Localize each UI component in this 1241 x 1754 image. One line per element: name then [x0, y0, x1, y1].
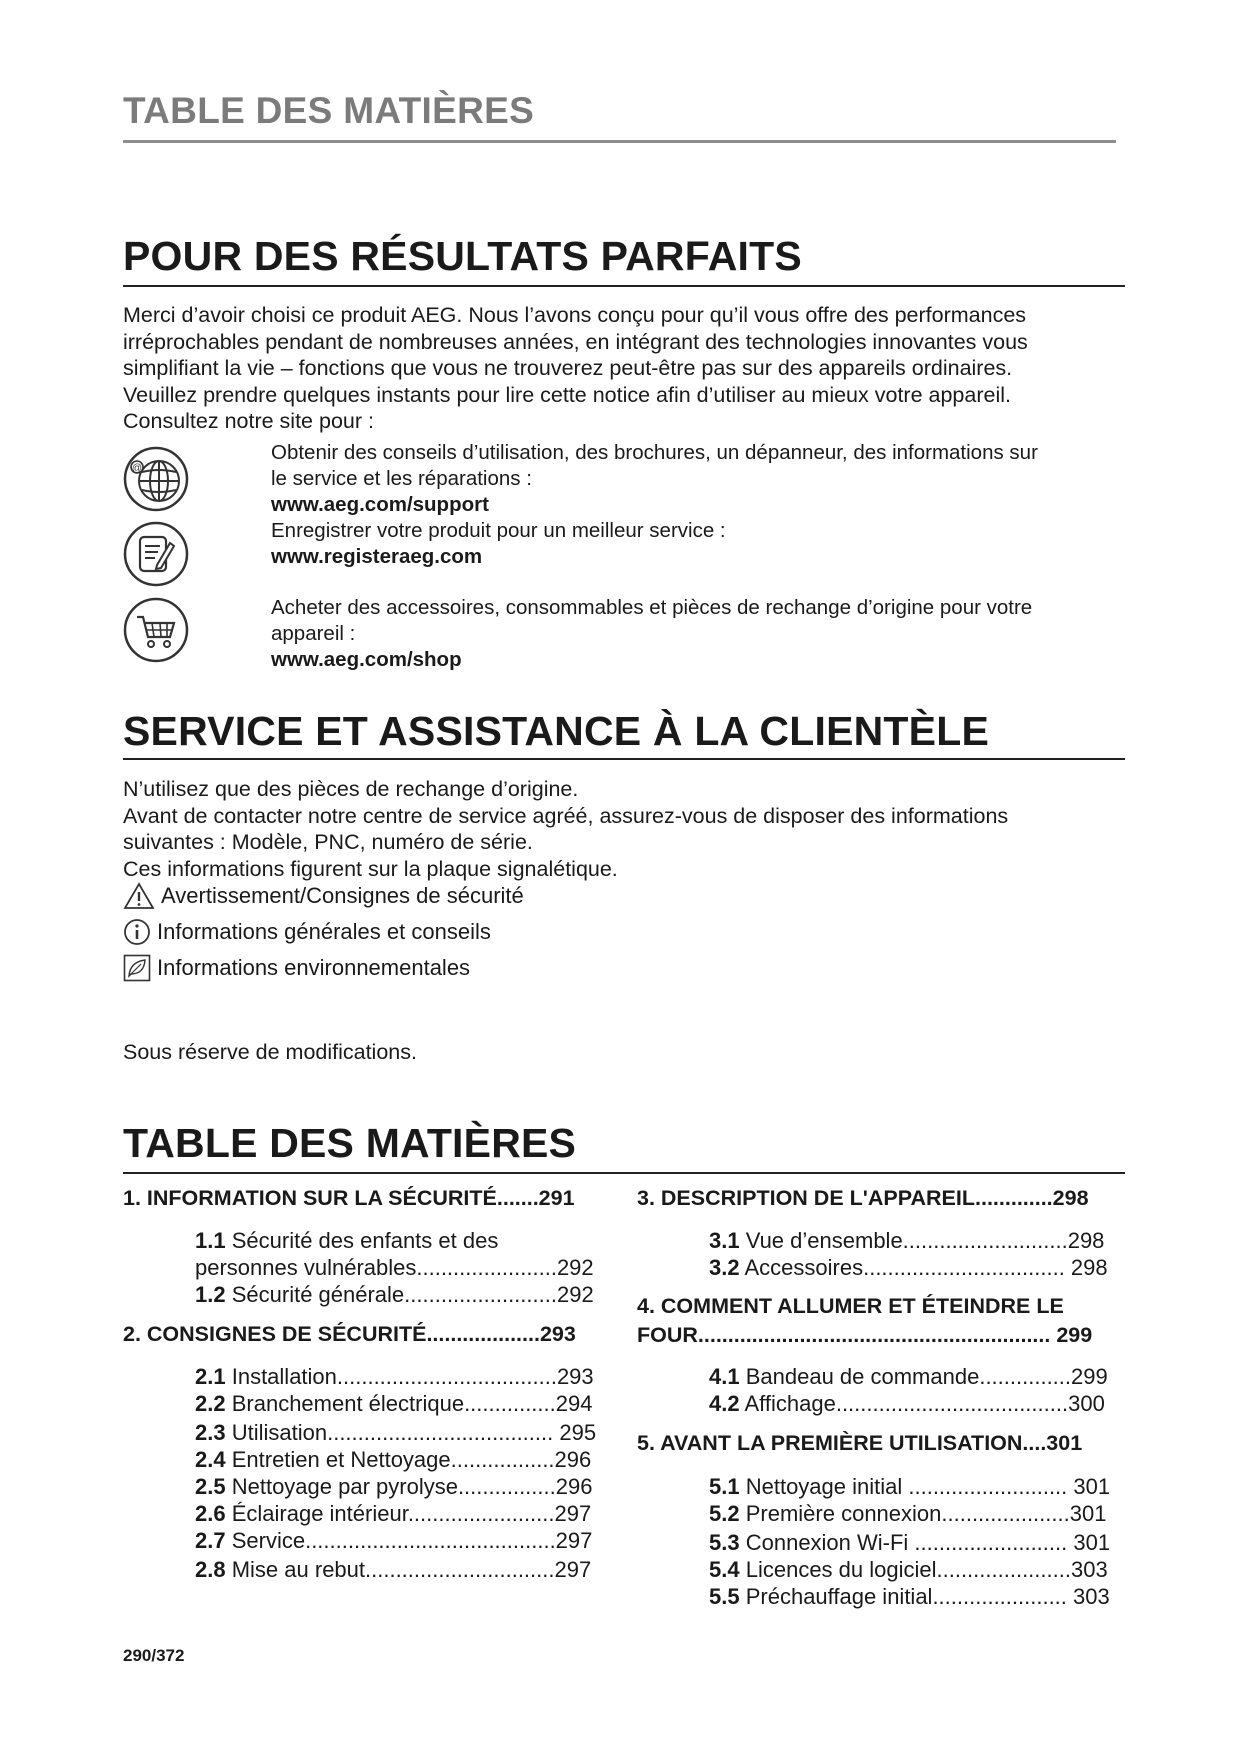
intro-line: irréprochables pendant de nombreuses années, en intégrant des technologies innovantes vous: [123, 329, 1028, 354]
toc-entry-label: Première connexion.....................301: [745, 1501, 1107, 1526]
toc-entry-number: 2.4: [195, 1447, 226, 1472]
legend-info: [123, 918, 491, 946]
toc-heading: TABLE DES MATIÈRES: [123, 1120, 577, 1166]
toc-entry-number: 2.8: [195, 1557, 226, 1582]
toc-entry-label: Branchement électrique...............294: [231, 1391, 593, 1416]
toc-entry-label: Affichage......................................300: [744, 1391, 1105, 1416]
toc-entry-3-1[interactable]: [709, 1228, 1104, 1254]
toc-entry-label: Accessoires................................. 298: [744, 1255, 1108, 1280]
toc-entry-label: Sécurité des enfants et des: [231, 1228, 499, 1253]
toc-entry-5-5[interactable]: [709, 1584, 1110, 1610]
toc-entry-label: Nettoyage par pyrolyse................296: [231, 1474, 593, 1499]
toc-entry-number: 2.3: [195, 1420, 226, 1445]
toc-section-2[interactable]: 2. CONSIGNES DE SÉCURITÉ...................293: [123, 1322, 576, 1346]
register-text: Enregistrer votre produit pour un meilleur service :: [271, 519, 726, 542]
environment-leaf-icon: [123, 954, 151, 982]
toc-entry-label: Utilisation..................................... 295: [231, 1420, 597, 1445]
toc-entry-number: 4.2: [709, 1391, 740, 1416]
results-intro: [123, 302, 1133, 435]
toc-entry-2-6[interactable]: [195, 1501, 591, 1527]
svg-text:@: @: [131, 463, 143, 474]
shop-text: Acheter des accessoires, consommables et pièces de rechange d’origine pour votre: [271, 596, 1033, 619]
toc-entry-number: 5.5: [709, 1584, 740, 1609]
toc-entry-label: Installation....................................293: [231, 1364, 594, 1389]
toc-section-3[interactable]: 3. DESCRIPTION DE L'APPAREIL.............298: [637, 1186, 1089, 1210]
service-text: [123, 776, 1133, 882]
service-heading: SERVICE ET ASSISTANCE À LA CLIENTÈLE: [123, 708, 990, 754]
register-link[interactable]: www.registeraeg.com: [271, 545, 483, 568]
legend-environment-label: Informations environnementales: [157, 955, 471, 980]
toc-rule: [123, 1172, 1125, 1174]
service-line: N’utilisez que des pièces de rechange d’origine.: [123, 777, 579, 801]
intro-line: Veuillez prendre quelques instants pour lire cette notice afin d’utiliser au mieux votre appareil.: [123, 382, 1011, 407]
toc-entry-label: Connexion Wi-Fi ......................... 301: [745, 1530, 1111, 1555]
page-number: 290/372: [123, 1646, 185, 1665]
toc-entry-number: 2.2: [195, 1391, 226, 1416]
toc-entry-2-3[interactable]: [195, 1420, 596, 1446]
support-link[interactable]: www.aeg.com/support: [271, 493, 489, 516]
shop-info: [271, 595, 1032, 673]
toc-entry-2-7[interactable]: [195, 1528, 592, 1554]
intro-line: Merci d’avoir choisi ce produit AEG. Nous l’avons conçu pour qu’il vous offre des performances: [123, 303, 1027, 327]
toc-entry-label: Mise au rebut...............................297: [231, 1557, 592, 1582]
toc-entry-2-4[interactable]: [195, 1447, 591, 1473]
toc-entry-1-1[interactable]: [195, 1228, 498, 1254]
toc-entry-2-1[interactable]: [195, 1364, 594, 1390]
toc-entry-4-1[interactable]: [709, 1364, 1108, 1390]
toc-entry-4-2[interactable]: [709, 1391, 1105, 1417]
toc-entry-2-2[interactable]: [195, 1391, 592, 1417]
toc-entry-number: 5.4: [709, 1557, 740, 1582]
toc-entry-1-1-cont[interactable]: personnes vulnérables.......................292: [195, 1255, 594, 1280]
service-line: suivantes : Modèle, PNC, numéro de série.: [123, 830, 533, 854]
warning-triangle-icon: [123, 882, 155, 910]
toc-entry-number: 2.1: [195, 1364, 226, 1389]
toc-entry-3-2[interactable]: [709, 1255, 1108, 1281]
service-rule: [123, 758, 1125, 760]
toc-entry-number: 4.1: [709, 1364, 740, 1389]
header-rule: [123, 140, 1116, 143]
toc-entry-1-2[interactable]: [195, 1282, 594, 1308]
toc-entry-label: Éclairage intérieur........................297: [231, 1501, 592, 1526]
globe-icon: [123, 446, 189, 512]
toc-entry-label: Vue d’ensemble...........................298: [745, 1228, 1105, 1253]
legend-warning: [123, 882, 524, 910]
results-heading: POUR DES RÉSULTATS PARFAITS: [123, 233, 802, 279]
legend-environment: [123, 954, 470, 982]
reserve-text: Sous réserve de modifications.: [123, 1040, 417, 1064]
support-text: Obtenir des conseils d’utilisation, des brochures, un dépanneur, des informations sur: [271, 441, 1038, 464]
toc-entry-number: 5.2: [709, 1501, 740, 1526]
shopping-cart-icon: [123, 597, 189, 663]
intro-line: simplifiant la vie – fonctions que vous ne trouverez peut-être pas sur des appareils ordinaires.: [123, 356, 1013, 380]
toc-entry-number: 2.7: [195, 1528, 226, 1553]
reserve-notice: [123, 1039, 1133, 1066]
toc-entry-number: 3.2: [709, 1255, 740, 1280]
toc-entry-2-5[interactable]: [195, 1474, 592, 1500]
toc-entry-label: Préchauffage initial...................... 303: [745, 1584, 1110, 1609]
toc-entry-label: Entretien et Nettoyage.................296: [231, 1447, 592, 1472]
toc-section-5[interactable]: 5. AVANT LA PREMIÈRE UTILISATION....301: [637, 1431, 1083, 1455]
toc-section-1[interactable]: 1. INFORMATION SUR LA SÉCURITÉ.......291: [123, 1186, 575, 1210]
shop-text: appareil :: [271, 622, 356, 645]
support-info: [271, 440, 1038, 570]
toc-entry-5-4[interactable]: [709, 1557, 1108, 1583]
toc-entry-label: Service.........................................297: [231, 1528, 593, 1553]
toc-entry-5-1[interactable]: [709, 1474, 1110, 1500]
toc-entry-number: 1.1: [195, 1228, 226, 1253]
register-form-icon: [123, 521, 189, 587]
toc-entry-5-2[interactable]: [709, 1501, 1106, 1527]
support-text: le service et les réparations :: [271, 467, 532, 490]
toc-entry-number: 2.6: [195, 1501, 226, 1526]
toc-entry-number: 5.3: [709, 1530, 740, 1555]
toc-entry-number: 1.2: [195, 1282, 226, 1307]
toc-entry-5-3[interactable]: [709, 1530, 1110, 1556]
toc-entry-label: Nettoyage initial .......................... 301: [745, 1474, 1111, 1499]
info-icon: [123, 918, 151, 946]
legend-warning-label: Avertissement/Consignes de sécurité: [161, 883, 524, 908]
toc-entry-label: Licences du logiciel......................303: [745, 1557, 1108, 1582]
toc-section-4[interactable]: 4. COMMENT ALLUMER ET ÉTEINDRE LE: [637, 1294, 1064, 1318]
toc-entry-label: Bandeau de commande...............299: [745, 1364, 1108, 1389]
service-line: Ces informations figurent sur la plaque signalétique.: [123, 856, 618, 881]
intro-line: Consultez notre site pour :: [123, 409, 374, 433]
toc-entry-number: 5.1: [709, 1474, 740, 1499]
toc-entry-number: 3.1: [709, 1228, 740, 1253]
page-header-title: TABLE DES MATIÈRES: [123, 90, 535, 131]
toc-entry-label: Sécurité générale.........................292: [231, 1282, 594, 1307]
toc-entry-number: 2.5: [195, 1474, 226, 1499]
shop-link[interactable]: www.aeg.com/shop: [271, 648, 462, 671]
toc-entry-2-8[interactable]: [195, 1557, 591, 1583]
results-rule: [123, 285, 1125, 287]
legend-info-label: Informations générales et conseils: [157, 919, 491, 944]
service-line: Avant de contacter notre centre de service agréé, assurez-vous de disposer des informations: [123, 803, 1009, 828]
toc-section-4-cont[interactable]: FOUR........................................................... 299: [637, 1323, 1093, 1347]
